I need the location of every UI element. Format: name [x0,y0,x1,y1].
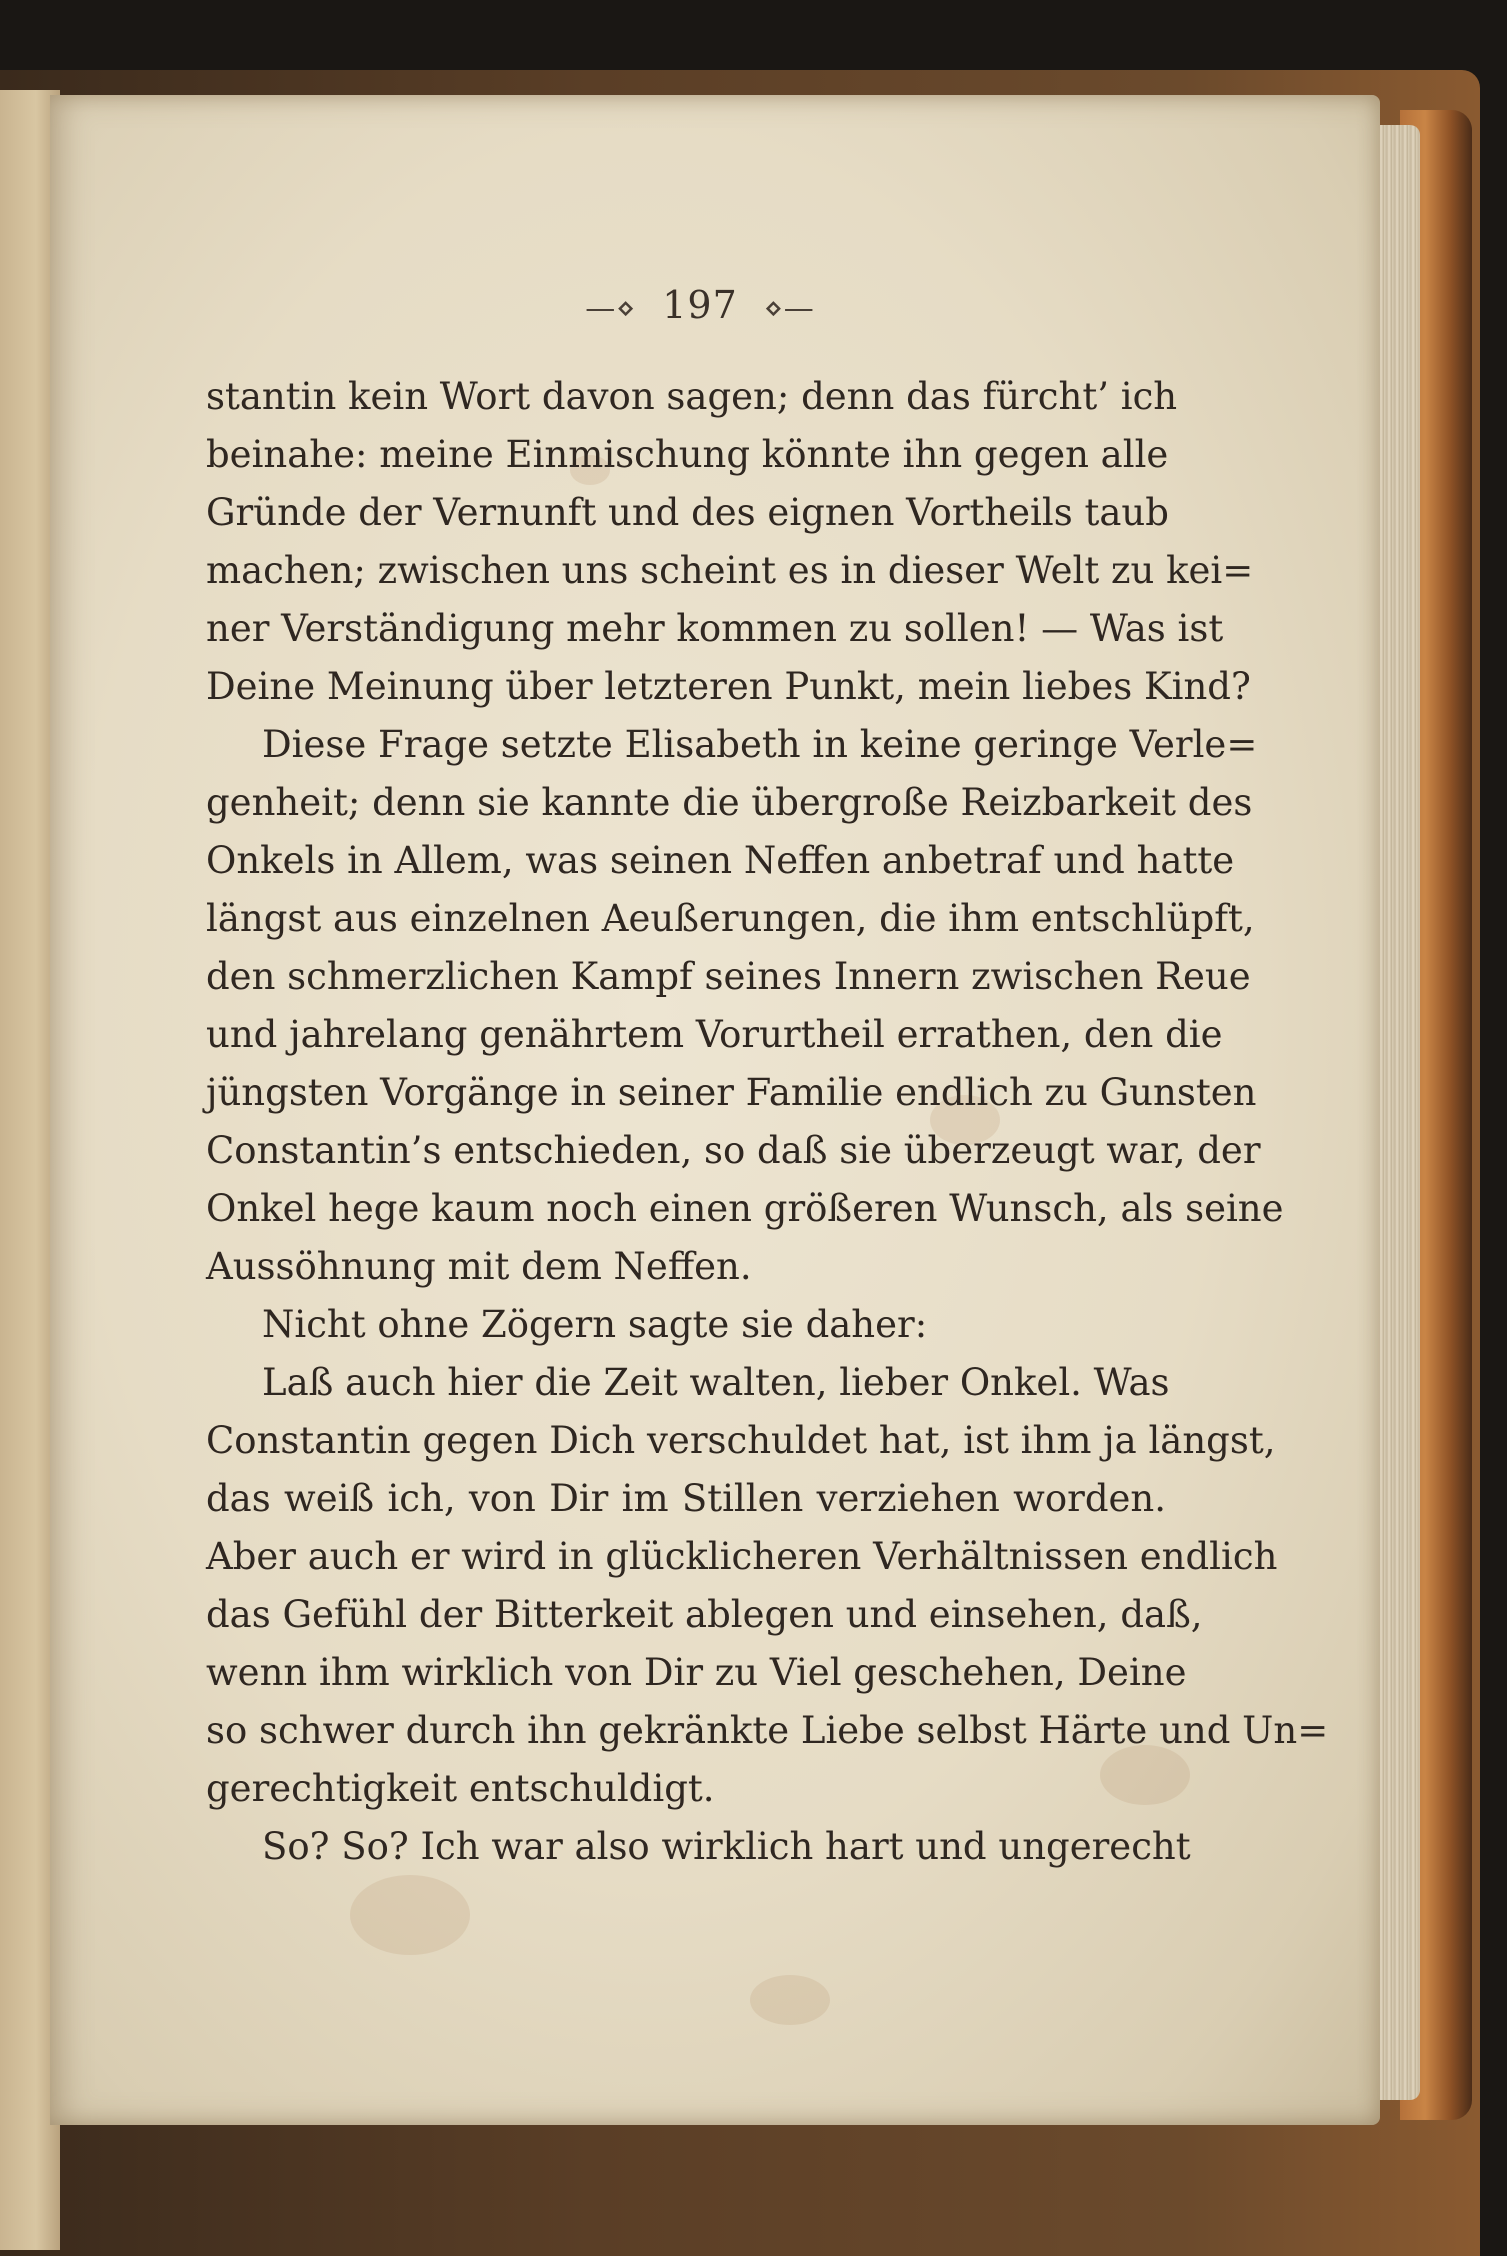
text-line: so schwer durch ihn gekränkte Liebe selbst Härte und Un= [206,1709,1329,1752]
text-line: genheit; denn sie kannte die übergroße Reizbarkeit des [206,781,1253,824]
text-line: stantin kein Wort davon sagen; denn das fürcht’ ich [206,375,1178,418]
body-text [206,368,1329,1876]
foxing-spot [750,1975,830,2025]
text-line: den schmerzlichen Kampf seines Innern zwischen Reue [206,955,1251,998]
page-number-value: 197 [662,283,738,327]
text-line: Constantin gegen Dich verschuldet hat, ist ihm ja längst, [206,1419,1276,1462]
text-line: Onkel hege kaum noch einen größeren Wunsch, als seine [206,1187,1284,1230]
text-line: gerechtigkeit entschuldigt. [206,1767,715,1810]
text-line: das Gefühl der Bitterkeit ablegen und einsehen, daß, [206,1593,1203,1636]
text-line: jüngsten Vorgänge in seiner Familie endlich zu Gunsten [206,1071,1257,1114]
page-number [0,283,1400,327]
text-line: Aber auch er wird in glücklicheren Verhältnissen endlich [206,1535,1278,1578]
text-line: und jahrelang genährtem Vorurtheil errathen, den die [206,1013,1223,1056]
text-line: machen; zwischen uns scheint es in dieser Welt zu kei= [206,549,1254,592]
ornament-right: ⋄— [763,291,815,326]
text-line: Constantin’s entschieden, so daß sie überzeugt war, der [206,1129,1261,1172]
text-line: So? So? Ich war also wirklich hart und ungerecht [262,1825,1191,1868]
text-line: längst aus einzelnen Aeußerungen, die ihm entschlüpft, [206,897,1255,940]
text-line: Diese Frage setzte Elisabeth in keine geringe Verle= [262,723,1258,766]
text-line: beinahe: meine Einmischung könnte ihn gegen alle [206,433,1169,476]
text-line: wenn ihm wirklich von Dir zu Viel geschehen, Deine [206,1651,1187,1694]
text-line: Aussöhnung mit dem Neffen. [206,1245,752,1288]
text-line: das weiß ich, von Dir im Stillen verziehen worden. [206,1477,1166,1520]
text-line: Nicht ohne Zögern sagte sie daher: [262,1303,928,1346]
text-line: Laß auch hier die Zeit walten, lieber Onkel. Was [262,1361,1170,1404]
text-line: ner Verständigung mehr kommen zu sollen! — Was ist [206,607,1224,650]
ornament-left: —⋄ [585,291,637,326]
foxing-spot [350,1875,470,1955]
text-line: Gründe der Vernunft und des eignen Vortheils taub [206,491,1169,534]
text-line: Onkels in Allem, was seinen Neffen anbetraf und hatte [206,839,1235,882]
text-line: Deine Meinung über letzteren Punkt, mein liebes Kind? [206,665,1251,708]
